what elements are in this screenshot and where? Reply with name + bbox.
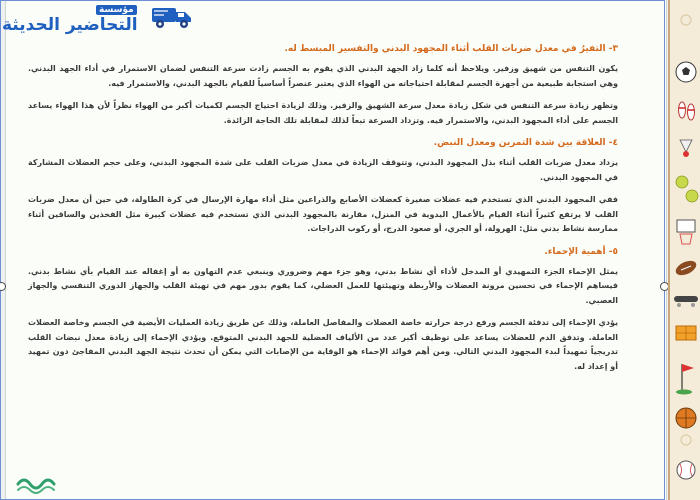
watermark-name: التحاضير الحديثة bbox=[2, 15, 138, 35]
baseball-icon bbox=[677, 461, 695, 479]
paragraph: ففي المجهود البدني الذي تستخدم فيه عضلات صغيرة كعضلات الأصابع والذراعين مثل أداء مهارة الإرسال في كرة الطاولة، في حين أن معدل ضربات القلب لا يرتفع كثيراً أثناء القيام بالأعمال اليدوية في المنزل، مقارنة بالمجهود البدني الذي تستخدم فيه عضلات كبيرة مثل الفخذين والساقين أثناء ممارسة نشاط بدني مثل: الهرولة، أو الجري، أو صعود الدرج، أو ركوب الدراجات. bbox=[28, 195, 618, 233]
basketball-icon bbox=[676, 408, 696, 428]
sports-equipment-icons bbox=[670, 0, 700, 500]
document-content bbox=[28, 42, 618, 382]
section-heading: ٣- التفيرُ في معدل ضربات القلب أثناء المجهود البدني والتفسير المبسط له. bbox=[284, 44, 618, 54]
basketball-hoop-icon bbox=[677, 220, 695, 244]
soccer-ball-icon bbox=[676, 62, 696, 82]
golf-flag-icon bbox=[676, 364, 694, 395]
section-heading: ٤- العلاقة بين شدة التمرين ومعدل النبض. bbox=[433, 138, 618, 148]
section-pulse bbox=[28, 136, 618, 237]
paragraph: يكون التنفس من شهيق وزفير. ويلاحظ أنه كلما زاد الجهد البدني الذي يقوم به الجسم زادت سرعة التنفس لضمان الاستمرار في أداء الجهد البدني. وهي استجابة طبيعية من أجهزة الجسم لمقابلة احتياجاته من الهواء الذي يعتبر عنصراً أساسياً للقيام بالجهد البدني، والاستمرار فيه. bbox=[28, 64, 618, 88]
shuttlecock-icon bbox=[680, 140, 692, 157]
paragraph: وتظهر زيادة سرعة التنفس في شكل زيادة معدل سرعة الشهيق والزفير. وذلك لزيادة احتياج الجسم لكميات أكبر من الهواء نظراً لأن هذا الهواء يساعد الجسم على أداء المجهود البدني، والاستمرار فيه. وتزداد السرعة تبعاً لذلك لمقابلة تلك الحاجة الزائدة. bbox=[28, 101, 618, 125]
paragraph: يمثل الإحماء الجزء التمهيدي أو المدخل لأداء أي نشاط بدني، وهو جزء مهم وضروري وينبغي عدم التهاون به أو إغفاله عند القيام بأي نشاط بدني. فيساهم الإحماء في تحسين مرونة العضلات والأربطة وتهيئتها للعمل العضلي، كما يقوم بدور مهم في تهيئة القلب والجهاز الدوري التنفسي والجهاز العصبي. bbox=[28, 266, 618, 305]
watermark bbox=[0, 0, 200, 48]
paragraph: يؤدي الإحماء إلى تدفئة الجسم ورفع درجة حرارته خاصة العضلات والمفاصل العاملة، وذلك عن طريق زيادة العمليات الأيضية في الجسم وخاصة العضلات العاملة. وتدفق الدم للعضلات يساعد على توظيف أكبر عدد من الألياف العضلية للجهد البدني المتوقع. ويؤدي الإحماء إلى زيادة معدل نبضات القلب تدريجياً تمهيداً لبدء المجهود البدني التالي. ومن أهم فوائد الإحماء هو الوقاية من الإصابات التي يمكن أن تحدث نتيجة الجهد البدني المفاجئ دون تمهيد أو إعداد له. bbox=[28, 318, 618, 371]
section-breathing bbox=[28, 42, 618, 128]
bowling-pins-icon bbox=[679, 102, 695, 120]
paragraph: يزداد معدل ضربات القلب أثناء بذل المجهود البدني، وتتوقف الزيادة في معدل ضربات القلب على شدة المجهود البدني، وعلى حجم العضلات المشاركة في المجهود البدني. bbox=[28, 158, 618, 182]
football-icon bbox=[673, 258, 698, 278]
skateboard-icon bbox=[674, 296, 698, 307]
section-heading: ٥- أهمية الإحماء. bbox=[544, 246, 618, 257]
vision-logo-icon bbox=[14, 470, 60, 496]
delivery-truck-icon bbox=[150, 2, 194, 32]
watermark-org: مؤسسة bbox=[96, 5, 137, 15]
section-warmup bbox=[28, 245, 618, 375]
game-board-icon bbox=[676, 326, 696, 340]
sports-border bbox=[668, 0, 700, 500]
tennis-ball-icon bbox=[676, 176, 698, 202]
document-page[interactable] bbox=[6, 0, 666, 500]
